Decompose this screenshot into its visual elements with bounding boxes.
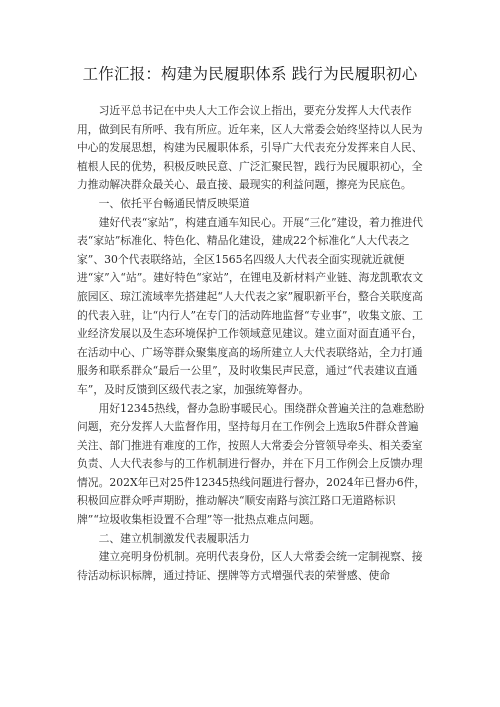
document-title: 工作汇报：构建为民履职体系 践行为民履职初心 bbox=[82, 65, 418, 83]
paragraph-hotline: 用好12345热线，督办急盼事暖民心。围绕群众普遍关注的急难愁盼问题，充分发挥人大监督作用，坚持每月在工作例会上选取5件群众普遍关注、部门推进有难度的工作，按照人大常委会分管领导牵头、相关委室负责、人大代表参与的工作机制进行督办，并在下月工作例会上反馈办理情况。202X年已对25件12345热线问题进行督办，2024年已督办6件，积极回应群众呼声期盼，推动解决“顺安南路与滨江路口无道路标识牌”“垃圾收集柜设置不合理”等一批热点难点问题。 bbox=[77, 401, 426, 527]
section-heading-2: 二、建立机制激发代表履职活力 bbox=[98, 531, 250, 545]
paragraph-intro: 习近平总书记在中央人大工作会议上指出，要充分发挥人大代表作用，做到民有所呼、我有所应。近年来，区人大常委会始终坚持以人民为中心的发展思想，构建为民履职体系，引导广大代表充分发挥来自人民、植根人民的优势，积极反映民意、广泛汇聚民智，践行为民履职初心，全力推动解决群众最关心、最直接、最现实的利益问题，擦亮为民底色。 bbox=[77, 104, 423, 192]
section-heading-1: 一、依托平台畅通民情反映渠道 bbox=[98, 196, 250, 210]
document-body bbox=[77, 102, 427, 585]
paragraph-identity: 建立亮明身份机制。亮明代表身份，区人大常委会统一定制视察、接待活动标识标牌，通过持证、摆牌等方式增强代表的荣誉感、使命 bbox=[77, 550, 423, 582]
paragraph-jiazhan: 建好代表“家站”，构建直通车知民心。开展“三化”建设，着力推进代表“家站”标准化、特色化、精品化建设，建成22个标准化“人大代表之家”、30个代表联络站，全区1565名四级人大代表全面实现就近就便进“家”入“站”。建好特色“家站”，在锂电及新材料产业链、海龙凯歌农文旅园区、琼江流域率先搭建起“人大代表之家”履职新平台，整合关联度高的代表入驻，让“内行人”在专门的活动阵地监督“专业事”，收集文旅、工业经济发展以及生态环境保护工作领域意见建议。建立面对面直通平台，在活动中心、广场等群众聚集度高的场所建立人大代表联络站，全力打通服务和联系群众“最后一公里”，及时收集民声民意，通过“代表建议直通车”，及时反馈到区级代表之家，加强统筹督办。 bbox=[77, 215, 424, 396]
